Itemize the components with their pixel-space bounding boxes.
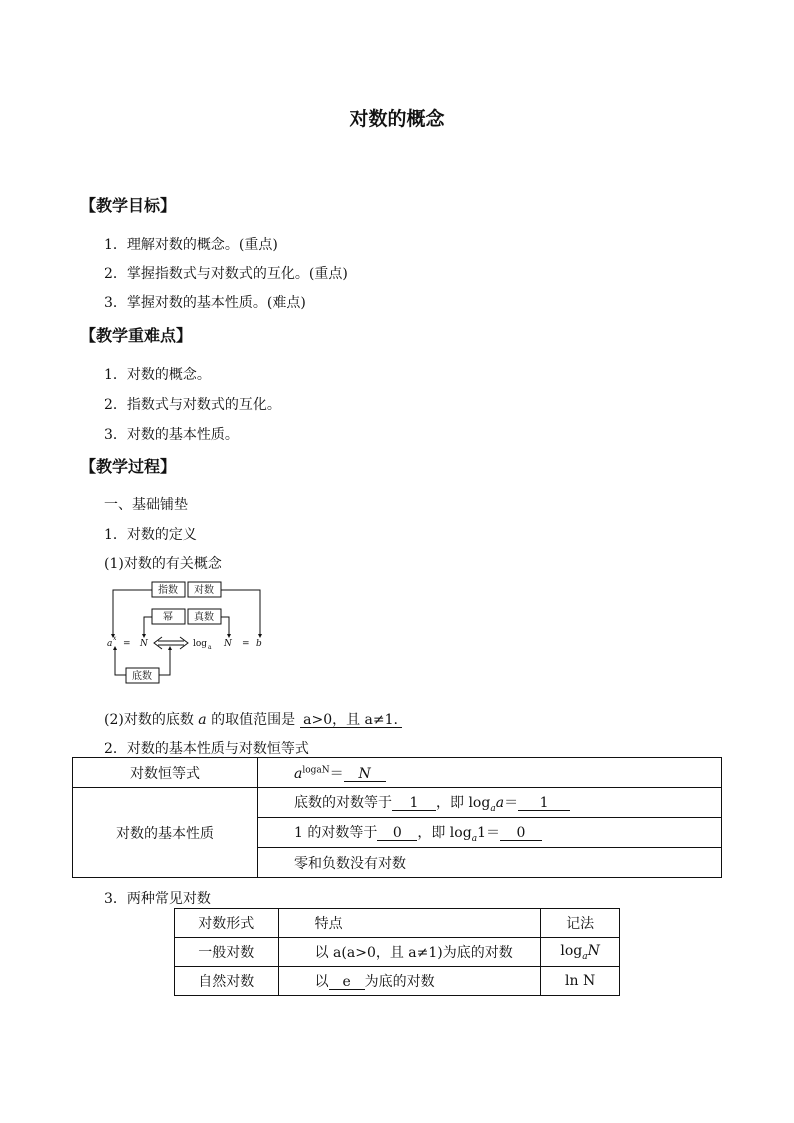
- row2-notation: ln N: [541, 967, 620, 996]
- property-3: [258, 848, 722, 878]
- row2-feature: [278, 967, 541, 996]
- expr-log-sub: a: [208, 644, 212, 651]
- keypoint-item-1: 1．对数的概念。: [104, 367, 211, 383]
- keypoint-item-2: 2．指数式与对数式的互化。: [104, 397, 281, 413]
- goal-item-3: 3．掌握对数的基本性质。(难点): [104, 295, 306, 311]
- row2-prefix: 以: [314, 974, 329, 990]
- prop1-blank: 1: [392, 796, 436, 811]
- row1-sub: a: [582, 951, 588, 962]
- base-range-a: a: [198, 712, 207, 728]
- label-antilog: 真数: [194, 612, 214, 623]
- base-range-prefix: (2)对数的底数: [104, 712, 194, 728]
- expr-a: a: [107, 639, 113, 649]
- label-log: 对数: [194, 585, 214, 596]
- label-base: 底数: [132, 671, 152, 682]
- property-2: [258, 818, 722, 848]
- identity-cell: [258, 758, 722, 788]
- properties-label: 对数的基本性质: [73, 788, 258, 878]
- row1-N: N: [587, 942, 600, 959]
- prop1-eq: ＝: [504, 794, 519, 811]
- table-row: [73, 788, 722, 818]
- identity-eq: ＝: [329, 765, 344, 782]
- prop1-sub: a: [490, 803, 496, 814]
- expr-N-left: N: [140, 639, 148, 649]
- row2-suffix: 为底的对数: [364, 974, 435, 990]
- expr-N-right: N: [224, 639, 232, 649]
- prop2-eq: ＝: [485, 824, 500, 841]
- expr-x: x: [113, 635, 117, 642]
- expr-log: log: [193, 639, 208, 649]
- row2-form: 自然对数: [175, 967, 279, 996]
- keypoint-item-3: 3．对数的基本性质。: [104, 427, 239, 443]
- property-1: [258, 788, 722, 818]
- prop2-answer: 0: [500, 826, 542, 841]
- common-logs-heading: 3．两种常见对数: [104, 891, 211, 907]
- label-exponent: 指数: [158, 585, 178, 596]
- base-range-mid: 的取值范围是: [211, 712, 296, 728]
- section-key-points: 【教学重难点】: [80, 326, 193, 345]
- identity-exponent: logaN: [302, 764, 330, 775]
- expr-b: b: [256, 639, 262, 649]
- concept-heading: (1)对数的有关概念: [104, 556, 222, 572]
- goal-item-2: 2．掌握指数式与对数式的互化。(重点): [104, 266, 348, 282]
- prop2-one: 1: [477, 824, 486, 841]
- table-row: [175, 909, 620, 938]
- prop1-mid: ，即 log: [436, 794, 491, 811]
- row1-feature: 以 a(a>0，且 a≠1)为底的对数: [278, 938, 541, 967]
- common-logs-table: [174, 908, 620, 996]
- table-row: [73, 758, 722, 788]
- definition-heading: 1．对数的定义: [104, 527, 197, 543]
- expr-eq1: =: [123, 639, 131, 649]
- header-notation: 记法: [541, 909, 620, 938]
- prop2-text: 1 的对数等于: [294, 824, 378, 841]
- prop1-text: 底数的对数等于: [294, 794, 392, 811]
- identity-base: a: [294, 765, 303, 782]
- row1-notation: [541, 938, 620, 967]
- identity-answer: N: [358, 765, 371, 782]
- row1-log: log: [560, 942, 583, 959]
- properties-table: [72, 757, 722, 878]
- log-concept-diagram: [104, 578, 274, 690]
- row2-blank: e: [329, 975, 365, 990]
- base-range-line: [104, 709, 402, 729]
- process-part-1: 一、基础铺垫: [104, 497, 188, 513]
- header-feature: 特点: [278, 909, 541, 938]
- table-row: [175, 938, 620, 967]
- prop2-sub: a: [471, 833, 478, 844]
- label-power: 幂: [163, 612, 173, 623]
- prop3-text: 零和负数没有对数: [294, 855, 406, 872]
- goal-item-1: 1．理解对数的概念。(重点): [104, 237, 278, 253]
- row1-form: 一般对数: [175, 938, 279, 967]
- prop2-blank: 0: [377, 826, 417, 841]
- prop1-answer: 1: [518, 796, 570, 811]
- identity-label: 对数恒等式: [73, 758, 258, 788]
- base-range-answer: a>0，且 a≠1.: [300, 713, 402, 728]
- prop1-a: a: [495, 794, 505, 811]
- section-teaching-process: 【教学过程】: [80, 457, 177, 476]
- page-title: 对数的概念: [349, 108, 445, 130]
- section-teaching-goals: 【教学目标】: [80, 196, 177, 215]
- header-form: 对数形式: [175, 909, 279, 938]
- properties-heading: 2．对数的基本性质与对数恒等式: [104, 741, 309, 757]
- expr-eq2: =: [242, 639, 250, 649]
- prop2-mid: ，即 log: [417, 824, 472, 841]
- table-row: [175, 967, 620, 996]
